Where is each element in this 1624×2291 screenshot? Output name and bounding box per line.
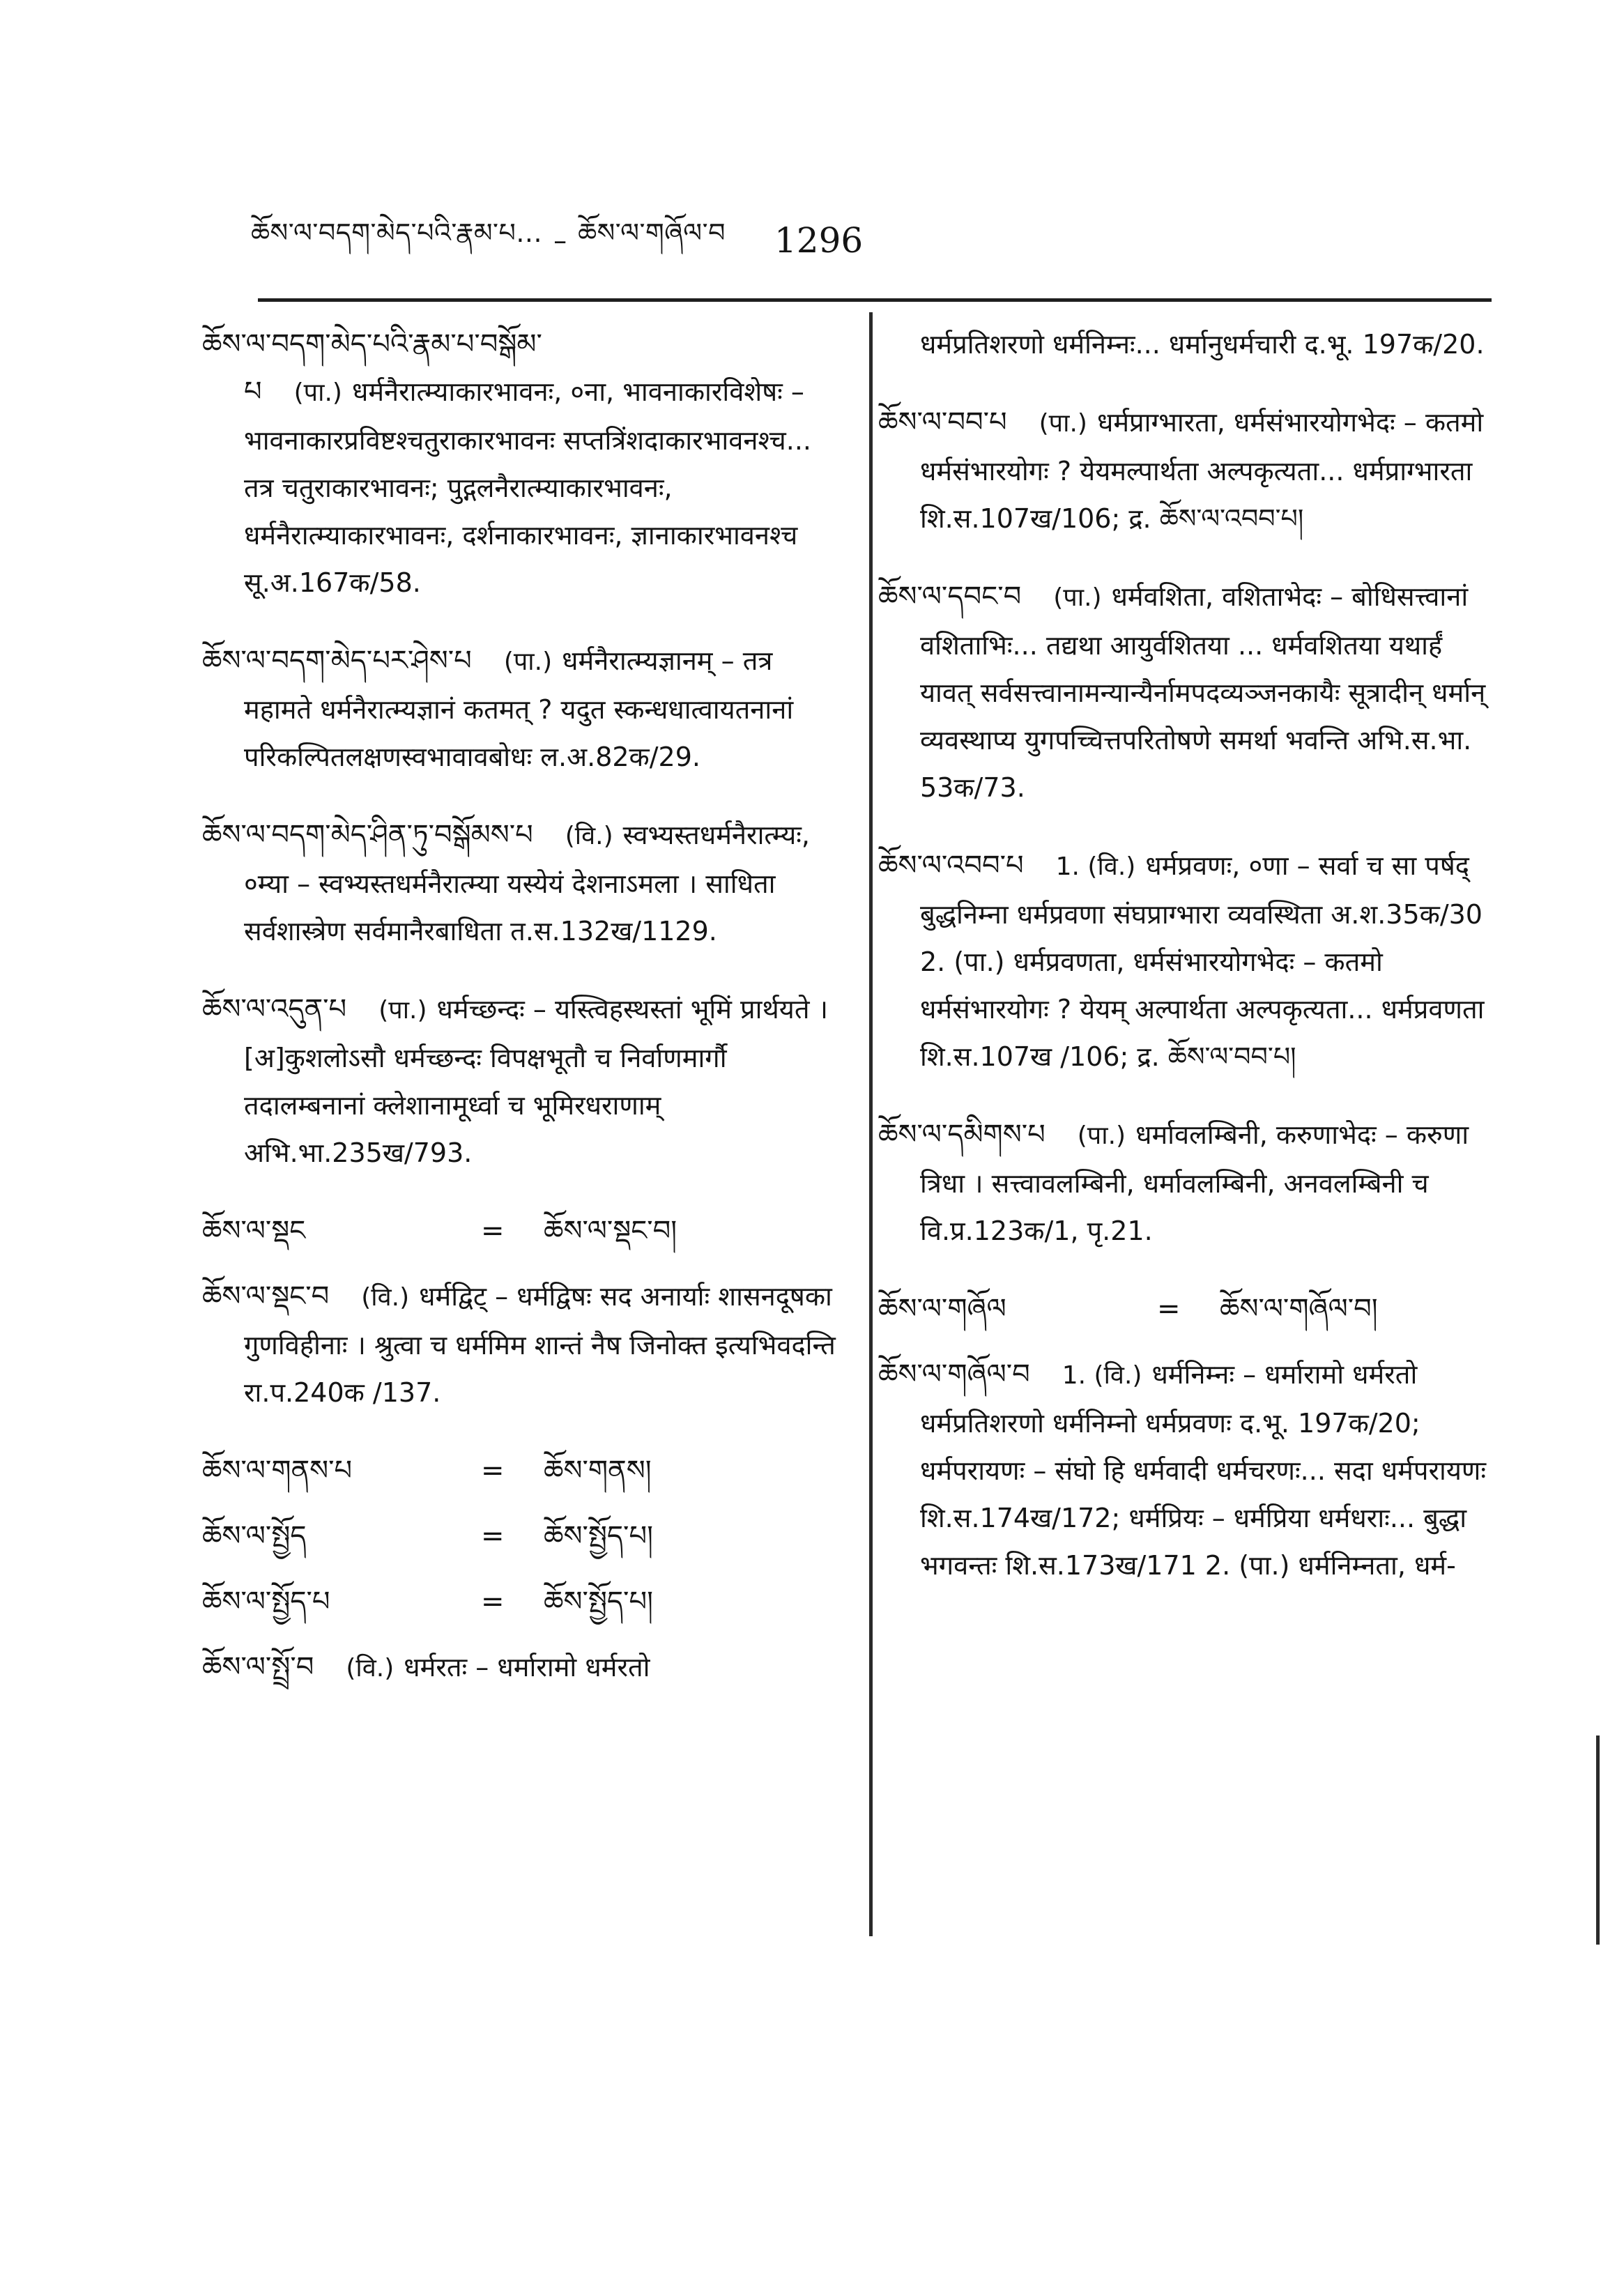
entry-body: धर्मच्छन्दः – यस्त्विहस्थस्तां भूमिं प्रार्थयते । [अ]कुशलोऽसौ धर्मच्छन्दः विपक्षभूतौ च निर्वाणमार्गौ तदालम्बनानां क्लेशानामूर्ध्वा च भूमिरधराणाम् अभि.भा.235ख/793.: [244, 994, 828, 1168]
dictionary-entry: [202, 637, 840, 781]
entry-body: धर्मद्विट् – धर्मद्विषः सद अनार्याः शासनदूषका गुणविहीनाः । श्रुत्वा च धर्ममिम शान्तं नैष जिनोक्त इत्यभिवदन्ति रा.प.240क /137.: [244, 1281, 836, 1408]
entry-grammar: (पा.): [503, 648, 553, 676]
entry-headword: ཆོས་ལ་དམིགས་པ: [878, 1119, 1045, 1151]
xref-target: ཆོས་སྤྱོད་པ།: [544, 1586, 653, 1618]
entry-headword: ཆོས་ལ་བདག་མེད་ཤིན་ཏུ་བསྒོམས་པ: [202, 819, 533, 851]
xref-target: ཆོས་གནས།: [544, 1455, 652, 1487]
cross-reference: [202, 1578, 840, 1625]
entry-headword: ཆོས་ལ་བབ་པ: [878, 406, 1007, 438]
page-header: [251, 209, 948, 272]
dictionary-entry: [878, 573, 1499, 811]
xref-headword: ཆོས་ལ་སྡང: [202, 1215, 306, 1247]
xref-headword: ཆོས་ལ་སྤྱོད་པ: [202, 1586, 330, 1618]
xref-equals: =: [481, 1586, 505, 1618]
xref-equals: =: [481, 1215, 505, 1247]
entry-grammar: (वि.): [565, 822, 613, 850]
entry-headword: ཆོས་ལ་བདག་མེད་པའི་རྣམ་པ་བསྒོམ་པ: [202, 328, 542, 408]
entry-continuation: धर्मप्रतिशरणो धर्मनिम्नः... धर्मानुधर्मचारी द.भू. 197क/20.: [920, 329, 1485, 360]
cross-reference: [202, 1512, 840, 1560]
dictionary-entry: [202, 1643, 840, 1692]
entry-headword: ཆོས་ལ་གཞོལ་བ: [878, 1358, 1030, 1390]
entry-headword: ཆོས་ལ་འབབ་པ: [878, 850, 1024, 882]
entry-headword: ཆོས་ལ་བདག་མེད་པར་ཤེས་པ: [202, 645, 472, 677]
entry-grammar: (वि.): [361, 1283, 410, 1312]
xref-headword: ཆོས་ལ་སྤྱོད: [202, 1520, 307, 1552]
header-separator: –: [553, 225, 567, 256]
dictionary-entry: [202, 811, 840, 955]
entry-grammar: (पा.): [1053, 583, 1102, 612]
cross-reference: [202, 1207, 840, 1255]
entry-body: धर्मावलम्बिनी, करुणाभेदः – करुणा त्रिधा । सत्त्वावलम्बिनी, धर्मावलम्बिनी, अनवलम्बिनी च वि.प्र.123क/1, पृ.21.: [920, 1119, 1469, 1246]
entry-body: धर्मप्रवणः, ०णा – सर्वा च सा पर्षद् बुद्धनिम्ना धर्मप्रवणा संघप्राग्भारा व्यवस्थिता अ.श.35क/30 2. (पा.) धर्मप्रवणता, धर्मसंभारयोगभेदः – कतमो धर्मसंभारयोगः ? येयम् अल्पार्थता अल्पकृत्यता... धर्मप्रवणता शि.स.107ख /106; द्र. ཆོས་ལ་བབ་པ།: [920, 850, 1485, 1072]
header-right-headword: ཆོས་ལ་གཞོལ་བ: [578, 217, 726, 248]
entry-grammar: (पा.): [1077, 1121, 1126, 1150]
xref-target: ཆོས་སྤྱོད་པ།: [544, 1520, 653, 1552]
entry-headword: ཆོས་ལ་དབང་བ: [878, 581, 1022, 613]
entry-body: स्वभ्यस्तधर्मनैरात्म्यः, ०म्या – स्वभ्यस्तधर्मनैरात्म्या यस्येयं देशनाऽमला । साधिता सर्वशास्त्रेण सर्वमानैरबाधिता त.स.132ख/1129.: [244, 820, 810, 947]
entry-body: धर्मनैरात्म्याकारभावनः, ०ना, भावनाकारविशेषः – भावनाकारप्रविष्टश्चतुराकारभावनः सप्तत्रिंशदाकारभावनश्च... तत्र चतुराकारभावनः; पुद्गलनैरात्म्याकारभावनः, धर्मनैरात्म्याकारभावनः, दर्शनाकारभावनः, ज्ञानाकारभावनश्च सू.अ.167क/58.: [244, 376, 811, 598]
xref-headword: ཆོས་ལ་གནས་པ: [202, 1455, 353, 1487]
dictionary-entry: [878, 399, 1499, 542]
entry-headword: ཆོས་ལ་སྡང་བ: [202, 1280, 330, 1312]
page-number: 1296: [774, 220, 864, 261]
left-column: [202, 321, 840, 1723]
column-divider: [869, 312, 873, 1936]
xref-target: ཆོས་ལ་སྡང་བ།: [544, 1215, 677, 1247]
entry-grammar: (पा.): [378, 996, 427, 1025]
dictionary-entry: [202, 986, 840, 1177]
entry-grammar: 1. (वि.): [1062, 1361, 1142, 1390]
xref-target: ཆོས་ལ་གཞོལ་བ།: [1220, 1293, 1378, 1325]
right-column: [878, 321, 1499, 1620]
cross-reference: [202, 1447, 840, 1494]
cross-reference: [878, 1285, 1499, 1333]
entry-body: धर्मरतः – धर्मारामो धर्मरतो: [404, 1652, 650, 1683]
dictionary-entry: [202, 321, 840, 606]
entry-headword: ཆོས་ལ་འདུན་པ: [202, 993, 347, 1025]
header-rule: [258, 298, 1492, 302]
entry-body: धर्मवशिता, वशिताभेदः – बोधिसत्त्वानां वशिताभिः... तद्यथा आयुर्वशितया ... धर्मवशितया यथार्हं यावत् सर्वसत्त्वानामन्यान्यैर्नामपदव्यञ्जनकायैः सूत्रादीन् धर्मान् व्यवस्थाप्य युगपच्चित्तपरितोषणे समर्था भवन्ति अभि.स.भा. 53क/73.: [920, 581, 1486, 803]
dictionary-entry: [878, 1351, 1499, 1589]
dictionary-entry: [878, 1111, 1499, 1255]
xref-headword: ཆོས་ལ་གཞོལ: [878, 1293, 1006, 1325]
dictionary-entry: [878, 842, 1499, 1080]
entry-grammar: (पा.): [1039, 409, 1087, 438]
xref-equals: =: [481, 1520, 505, 1552]
entry-body: धर्मनिम्नः – धर्मारामो धर्मरतो धर्मप्रतिशरणो धर्मनिम्नो धर्मप्रवणः द.भू. 197क/20; धर्मपरायणः – संघो हि धर्मवादी धर्मचरणः... सदा धर्मपरायणः शि.स.174ख/172; धर्मप्रियः – धर्मप्रिया धर्मधराः... बुद्धा भगवन्तः शि.स.173ख/171 2. (पा.) धर्मनिम्नता, धर्म-: [920, 1359, 1487, 1581]
entry-grammar: 1. (वि.): [1055, 852, 1136, 881]
header-left-headword: ཆོས་ལ་བདག་མེད་པའི་རྣམ་པ...: [251, 217, 543, 248]
entry-grammar: (पा.): [293, 378, 342, 407]
entry-body: धर्मनैरात्म्यज्ञानम् – तत्र महामते धर्मनैरात्म्यज्ञानं कतमत् ? यदुत स्कन्धधात्वायतनानां परिकल्पितलक्षणस्वभावावबोधः ल.अ.82क/29.: [244, 645, 794, 772]
xref-equals: =: [1157, 1293, 1181, 1325]
entry-headword: ཆོས་ལ་སྤྲོ་བ: [202, 1651, 314, 1683]
xref-equals: =: [481, 1455, 505, 1487]
page-edge-mark: [1596, 1736, 1600, 1945]
entry-body: धर्मप्राग्भारता, धर्मसंभारयोगभेदः – कतमो धर्मसंभारयोगः ? येयमल्पार्थता अल्पकृत्यता... धर्मप्राग्भारता शि.स.107ख/106; द्र. ཆོས་ལ་འབབ་པ།: [920, 407, 1484, 534]
entry-grammar: (वि.): [346, 1654, 394, 1683]
dictionary-entry: [202, 1273, 840, 1416]
